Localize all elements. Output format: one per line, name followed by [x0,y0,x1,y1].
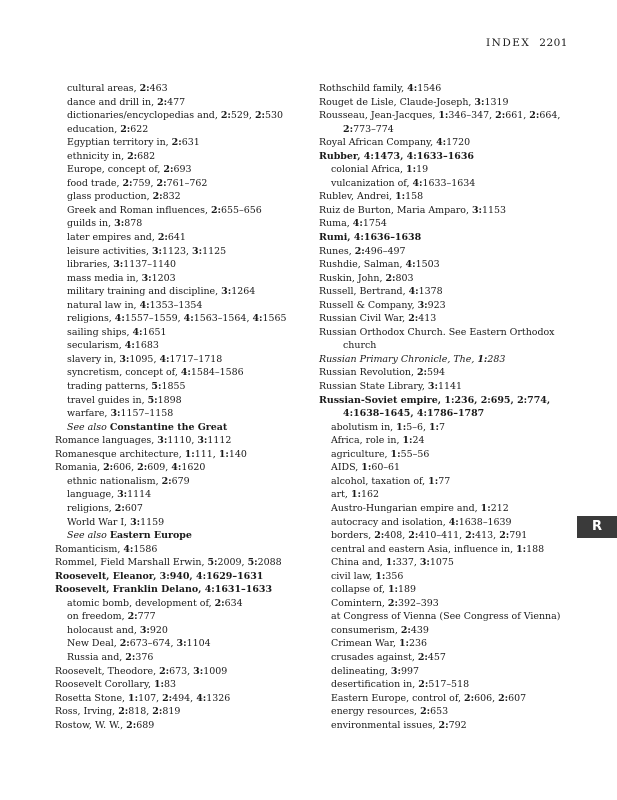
index-subentry: 4:1638–1645, 4:1786–1787 [343,408,485,420]
index-entry: Romanticism, 4:1586 [55,543,158,555]
section-thumb-tab [577,516,617,538]
index-entry: Roosevelt, Theodore, 2:673, 3:1009 [55,665,228,677]
page-number: 2201 [539,37,568,49]
index-subentry: church [343,340,377,352]
index-subentry: abolutism in, 1:5–6, 1:7 [331,421,446,433]
index-column-right [319,82,559,732]
index-entry: Russell & Company, 3:923 [319,299,446,311]
index-subentry: Africa, role in, 1:24 [331,435,425,447]
index-subentry: secularism, 4:1683 [67,340,159,352]
index-entry: Rumi, 4:1636–1638 [319,232,422,244]
index-entry: Ruma, 4:1754 [319,218,387,230]
index-entry: Rousseau, Jean-Jacques, 1:346–347, 2:661, 2:664, [319,110,561,122]
index-subentry: natural law in, 4:1353–1354 [67,299,203,311]
index-subentry: New Deal, 2:673–674, 3:1104 [67,638,211,650]
index-entry: Rothschild family, 4:1546 [319,83,442,94]
index-entry: Rostow, W. W., 2:689 [55,719,155,731]
index-entry: Rosetta Stone, 1:107, 2:494, 4:1326 [55,692,231,704]
index-subentry: Egyptian territory in, 2:631 [67,137,200,149]
index-subentry: Eastern Europe, control of, 2:606, 2:607 [331,692,527,704]
index-subentry: delineating, 3:997 [331,665,419,677]
index-subentry: later empires and, 2:641 [67,232,186,244]
index-entry: Russian Revolution, 2:594 [319,367,446,379]
index-subentry: Crimean War, 1:236 [331,638,428,650]
running-header [486,37,568,49]
index-subentry: desertification in, 2:517–518 [331,679,470,691]
index-entry: Romanesque architecture, 1:111, 1:140 [55,448,247,460]
index-subentry: autocracy and isolation, 4:1638–1639 [331,516,512,528]
index-subentry: leisure activities, 3:1123, 3:1125 [67,245,227,257]
index-subentry: at Congress of Vienna (See Congress of Vienna) [331,611,561,623]
index-entry: Russian State Library, 3:1141 [319,381,463,393]
index-entry: Russell, Bertrand, 4:1378 [319,286,443,298]
index-entry: Romance languages, 3:1110, 3:1112 [55,435,232,447]
index-subentry: mass media in, 3:1203 [67,272,176,284]
index-subentry: dictionaries/encyclopedias and, 2:529, 2:530 [67,110,284,122]
index-subentry: vulcanization of, 4:1633–1634 [331,177,476,189]
index-label: INDEX [486,37,531,49]
index-entry: Ross, Irving, 2:818, 2:819 [55,706,181,718]
index-entry: Russian Orthodox Church. See Eastern Orthodox [319,326,555,338]
index-subentry: dance and drill in, 2:477 [67,96,186,108]
index-entry: Ruiz de Burton, Maria Amparo, 3:1153 [319,204,507,216]
index-entry: Roosevelt, Franklin Delano, 4:1631–1633 [55,584,273,596]
index-subentry: libraries, 3:1137–1140 [67,259,177,271]
index-subentry: World War I, 3:1159 [67,516,165,528]
index-subentry: military training and discipline, 3:1264 [67,286,256,298]
index-subentry: religions, 4:1557–1559, 4:1563–1564, 4:1565 [67,313,287,325]
index-subentry: trading patterns, 5:1855 [67,381,186,393]
index-subentry: slavery in, 3:1095, 4:1717–1718 [67,353,223,365]
index-entry: Rouget de Lisle, Claude-Joseph, 3:1319 [319,96,509,108]
index-entry: Russian Primary Chronicle, The, 1:283 [319,353,506,365]
index-subentry: food trade, 2:759, 2:761–762 [67,177,208,189]
index-subentry: civil law, 1:356 [331,570,404,582]
index-subentry: alcohol, taxation of, 1:77 [331,475,451,487]
index-entry: Royal African Company, 4:1720 [319,137,471,149]
index-subentry: warfare, 3:1157–1158 [67,408,174,420]
index-subentry: crusades against, 2:457 [331,651,446,663]
index-subentry: agriculture, 1:55–56 [331,448,430,460]
index-subentry: colonial Africa, 1:19 [331,164,429,176]
index-subentry: guilds in, 3:878 [67,218,143,230]
index-subentry: 2:773–774 [343,123,394,135]
index-subentry: religions, 2:607 [67,502,143,514]
index-entry: Roosevelt Corollary, 1:83 [55,679,177,691]
index-subentry: Europe, concept of, 2:693 [67,164,192,176]
index-subentry: Greek and Roman influences, 2:655–656 [67,204,262,216]
index-entry: Rubber, 4:1473, 4:1633–1636 [319,150,474,162]
index-subentry: cultural areas, 2:463 [67,83,168,94]
index-subentry: education, 2:622 [67,123,149,135]
index-entry: Rublev, Andrei, 1:158 [319,191,424,203]
index-entry: Roosevelt, Eleanor, 3:940, 4:1629–1631 [55,570,264,582]
index-subentry: ethnicity in, 2:682 [67,150,156,162]
index-subentry: language, 3:1114 [67,489,152,501]
thumb-tab-letter: R [591,519,602,534]
index-subentry: See also Eastern Europe [67,530,192,542]
index-subentry: glass production, 2:832 [67,191,181,203]
index-subentry: AIDS, 1:60–61 [331,462,401,474]
index-subentry: collapse of, 1:189 [331,584,417,596]
index-entry: Runes, 2:496–497 [319,245,406,257]
index-entry: Rushdie, Salman, 4:1503 [319,259,440,271]
index-subentry: China and, 1:337, 3:1075 [331,557,454,569]
index-subentry: holocaust and, 3:920 [67,624,168,636]
index-subentry: sailing ships, 4:1651 [67,326,167,338]
index-subentry: travel guides in, 5:1898 [67,394,182,406]
index-subentry: environmental issues, 2:792 [331,719,467,731]
index-subentry: ethnic nationalism, 2:679 [67,475,190,487]
index-column-left [55,82,295,732]
index-entry: Rommel, Field Marshall Erwin, 5:2009, 5:2088 [55,557,282,569]
index-subentry: art, 1:162 [331,489,380,501]
index-subentry: central and eastern Asia, influence in, 1:188 [331,543,545,555]
index-entry: Ruskin, John, 2:803 [319,272,414,284]
index-subentry: on freedom, 2:777 [67,611,156,623]
index-subentry: borders, 2:408, 2:410–411, 2:413, 2:791 [331,530,528,542]
index-subentry: atomic bomb, development of, 2:634 [67,597,243,609]
index-subentry: syncretism, concept of, 4:1584–1586 [67,367,244,379]
index-subentry: Comintern, 2:392–393 [331,597,439,609]
index-subentry: Russia and, 2:376 [67,651,154,663]
index-entry: Russian Civil War, 2:413 [319,313,437,325]
index-subentry: consumerism, 2:439 [331,624,429,636]
index-entry: Russian-Soviet empire, 1:236, 2:695, 2:774, [319,394,551,406]
index-entry: Romania, 2:606, 2:609, 4:1620 [55,462,206,474]
index-subentry: energy resources, 2:653 [331,706,449,718]
index-subentry: Austro-Hungarian empire and, 1:212 [331,502,509,514]
index-subentry: See also Constantine the Great [67,421,228,433]
